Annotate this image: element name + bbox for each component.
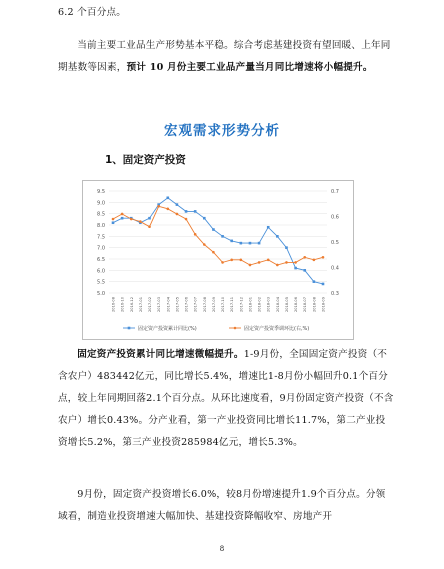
series-2-marker [303, 256, 306, 259]
x-tick-label: 2017-05 [175, 297, 180, 313]
series-2-marker [166, 208, 169, 211]
x-tick-label: 2018-07 [303, 297, 308, 313]
y-left-tick-label: 5.5 [97, 279, 105, 286]
paragraph-3-text: 1-9月份，全国固定资产投资（不含农户）483442亿元，同比增长5.4%，增速比1-8月份小幅回升0.1个百分点，较上年同期回落2.1个百分点。从环比速度看，9月份固定资产投资（不含农户）增长0.43%。分产业看，第一产业投资同比增长11.7%，第二产业投资增长5.2%，第三产业投资285984亿元，增长5.3%。 [58, 349, 394, 448]
x-tick-label: 2017-02 [148, 297, 153, 313]
series-1-marker [276, 235, 279, 238]
paragraph-4 [58, 484, 394, 528]
page-number: 8 [219, 545, 225, 553]
series-2-marker [139, 220, 142, 223]
series-2-marker [203, 243, 206, 246]
series-2-marker [212, 251, 215, 254]
series-1-marker [203, 217, 206, 220]
y-right-tick-label: 0.5 [331, 240, 339, 246]
x-tick-label: 2018-08 [312, 297, 317, 313]
x-tick-label: 2018-03 [266, 297, 271, 313]
series-1-marker [313, 280, 316, 283]
series-1-marker [185, 210, 188, 213]
series-2-marker [267, 259, 270, 262]
series-1-marker [230, 240, 233, 243]
paragraph-1-text: 6.2 个百分点。 [58, 7, 127, 18]
paragraph-2-bold: 预计 10 月份主要工业品产量当月同比增速将小幅提升。 [126, 62, 373, 73]
series-2-marker [322, 256, 325, 259]
series-2-marker [276, 264, 279, 267]
series-2-marker [285, 261, 288, 264]
series-2-marker [130, 218, 133, 221]
x-tick-label: 2016-08 [111, 297, 116, 313]
series-2-marker [194, 233, 197, 236]
series-2-marker [240, 259, 243, 262]
y-right-tick-label: 0.6 [331, 214, 339, 221]
y-right-tick-label: 0.3 [331, 291, 339, 297]
x-tick-label: 2018-01 [248, 297, 253, 313]
y-left-tick-label: 6.0 [97, 268, 105, 275]
y-left-tick-label: 8.5 [97, 211, 105, 218]
series-2-marker [185, 218, 188, 221]
y-left-tick-label: 6.5 [97, 257, 105, 263]
x-tick-label: 2017-12 [239, 297, 244, 313]
series-1-marker [112, 221, 115, 224]
x-tick-label: 2017-08 [202, 297, 207, 313]
series-2-marker [121, 213, 124, 216]
series-1-marker [166, 197, 169, 200]
y-left-tick-label: 7.5 [97, 234, 105, 241]
y-left-tick-label: 5.0 [97, 291, 105, 297]
series-1-marker [249, 242, 252, 245]
series-2-marker [148, 225, 151, 228]
x-tick-label: 2017-10 [221, 297, 226, 313]
y-left-tick-label: 8.0 [97, 223, 105, 229]
series-1-marker [148, 217, 151, 220]
x-tick-label: 2017-11 [230, 297, 235, 313]
series-1-marker [322, 283, 325, 286]
y-left-tick-label: 9.0 [97, 200, 105, 207]
series-2-marker [221, 261, 224, 264]
paragraph-4-text: 9月份，固定资产投资增长6.0%，较8月份增速提升1.9个百分点。分领域看，制造业投资增速大幅加快、基建投资降幅收窄、房地产开 [58, 489, 386, 522]
x-tick-label: 2017-07 [193, 297, 198, 313]
series-2-marker [112, 218, 115, 221]
series-2-marker [313, 259, 316, 262]
series-1-marker [121, 217, 124, 220]
series-1-marker [212, 228, 215, 231]
paragraph-2-text: 当前主要工业品生产形势基本平稳。综合考虑基建投资有望回暖、上年同期基数等因素， [58, 40, 391, 73]
series-1-marker [267, 226, 270, 229]
legend-label-2: 固定资产投资季调环比(右,%) [244, 325, 310, 332]
x-tick-label: 2017-04 [166, 297, 171, 313]
x-tick-label: 2018-04 [275, 297, 280, 313]
section-title: 宏观需求形势分析 [164, 123, 280, 139]
y-left-tick-label: 9.5 [97, 189, 105, 195]
paragraph-3-bold: 固定资产投资累计同比增速微幅提升。 [77, 349, 244, 360]
y-right-tick-label: 0.4 [331, 265, 339, 272]
series-line-1 [113, 198, 323, 284]
legend-marker-1 [128, 327, 131, 330]
series-1-marker [285, 246, 288, 249]
series-line-2 [113, 206, 323, 265]
series-2-marker [294, 261, 297, 264]
series-1-marker [258, 242, 261, 245]
x-tick-label: 2016-12 [129, 297, 134, 313]
fixed-asset-investment-chart [82, 180, 354, 340]
series-1-marker [176, 203, 179, 206]
subsection-heading: 1、固定资产投资 [105, 154, 186, 166]
x-tick-label: 2017-01 [138, 297, 143, 313]
series-2-marker [258, 261, 261, 264]
series-1-marker [294, 267, 297, 270]
series-1-marker [221, 235, 224, 238]
paragraph-2 [58, 35, 394, 79]
x-tick-label: 2017-03 [157, 297, 162, 313]
x-tick-label: 2018-06 [294, 297, 299, 313]
chart-svg [83, 181, 353, 339]
series-2-marker [249, 264, 252, 267]
series-2-marker [230, 259, 233, 262]
x-tick-label: 2018-02 [257, 297, 262, 313]
x-tick-label: 2016-10 [120, 297, 125, 313]
paragraph-1 [58, 2, 394, 24]
paragraph-3 [58, 344, 394, 454]
x-tick-label: 2017-09 [211, 297, 216, 313]
series-2-marker [157, 205, 160, 208]
x-tick-label: 2018-05 [284, 297, 289, 313]
series-1-marker [240, 242, 243, 245]
legend-label-1: 固定资产投资累计同比(%) [138, 325, 197, 332]
y-right-tick-label: 0.7 [331, 189, 339, 195]
series-1-marker [194, 210, 197, 213]
x-tick-label: 2017-06 [184, 297, 189, 313]
y-left-tick-label: 7.0 [97, 245, 105, 252]
x-tick-label: 2018-09 [321, 297, 326, 313]
legend-marker-2 [234, 327, 237, 330]
series-1-marker [303, 269, 306, 272]
series-2-marker [176, 213, 179, 216]
